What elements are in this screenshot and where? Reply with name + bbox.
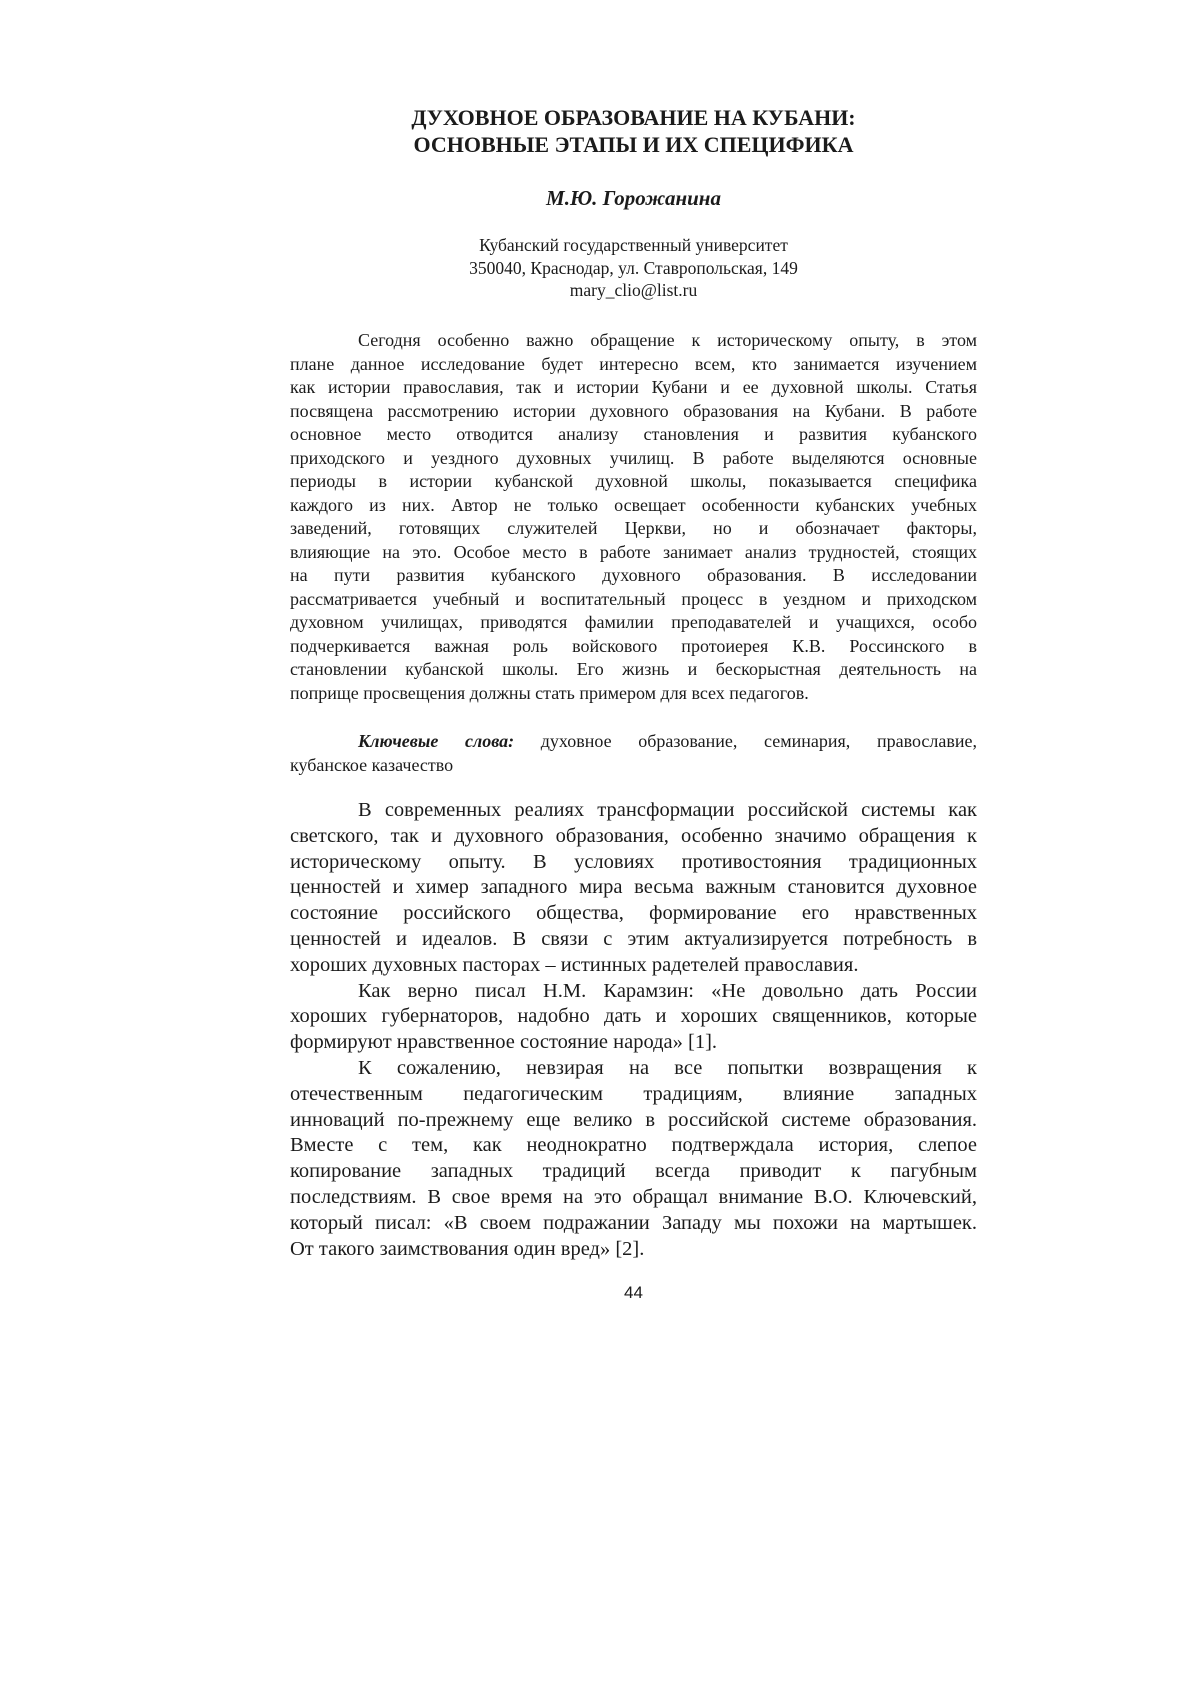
keywords: [290, 730, 977, 777]
body-text: [290, 798, 977, 1262]
body-line: который писал: «В своем подражании Западу мы похожи на мартышек.: [290, 1211, 977, 1234]
abstract-line: становлении кубанской школы. Его жизнь и бескорыстная деятельность на: [290, 659, 977, 679]
abstract-line: заведений, готовящих служителей Церкви, но и обозначает факторы,: [290, 518, 977, 538]
abstract-line: подчеркивается важная роль войскового протоиерея К.В. Россинского в: [290, 635, 977, 656]
keywords-label: Ключевые слова:: [358, 731, 515, 751]
body-line: От такого заимствования один вред» [2].: [290, 1237, 645, 1260]
abstract-line: влияющие на это. Особое место в работе занимает анализ трудностей, стоящих: [290, 541, 977, 562]
abstract-line: периоды в истории кубанской духовной школы, показывается специфика: [290, 471, 977, 491]
body-line: ценностей и химер западного мира весьма важным становится духовное: [290, 876, 977, 899]
body-line: Вместе с тем, как неоднократно подтверждала история, слепое: [290, 1134, 977, 1157]
abstract-line: духовном училищах, приводятся фамилии преподавателей и учащихся, особо: [290, 612, 977, 632]
body-line: К сожалению, невзирая на все попытки возвращения к: [358, 1056, 977, 1079]
abstract: [290, 329, 977, 705]
abstract-line: рассматривается учебный и воспитательный процесс в уездном и приходском: [290, 588, 977, 609]
abstract-line: каждого из них. Автор не только освещает особенности кубанских учебных: [290, 494, 977, 515]
body-line: хороших губернаторов, надобно дать и хороших священников, которые: [290, 1005, 977, 1028]
body-paragraph: [290, 1056, 977, 1262]
body-line: светского, так и духовного образования, особенно значимо обращения к: [290, 824, 977, 847]
abstract-line: Сегодня особенно важно обращение к историческому опыту, в этом: [358, 330, 977, 350]
body-line: В современных реалиях трансформации российской системы как: [358, 799, 977, 821]
keywords-line: кубанское казачество: [290, 754, 454, 775]
body-paragraph: [290, 798, 977, 979]
abstract-line: основное место отводится анализу становления и развития кубанского: [290, 424, 977, 444]
abstract-line: на пути развития кубанского духовного образования. В исследовании: [290, 565, 977, 585]
keywords-line: [290, 730, 977, 754]
body-line: хороших духовных пасторах – истинных радетелей православия.: [290, 953, 859, 976]
page-number: 44: [624, 1283, 643, 1302]
abstract-line: как истории православия, так и истории Кубани и ее духовной школы. Статья: [290, 377, 977, 397]
body-line: формируют нравственное состояние народа» [1].: [290, 1031, 718, 1054]
author-name: М.Ю. Горожанина: [546, 186, 721, 210]
affiliation-address: 350040, Краснодар, ул. Ставропольская, 149: [469, 257, 798, 278]
body-line: состояние российского общества, формирование его нравственных: [290, 902, 977, 925]
title-line: ОСНОВНЫЕ ЭТАПЫ И ИХ СПЕЦИФИКА: [413, 132, 854, 157]
abstract-line: приходского и уездного духовных училищ. В работе выделяются основные: [290, 447, 977, 468]
body-line: последствиям. В свое время на это обращал внимание В.О. Ключевский,: [290, 1185, 977, 1208]
body-line: отечественным педагогическим традициям, влияние западных: [290, 1082, 977, 1105]
body-line: историческому опыту. В условиях противостояния традиционных: [290, 850, 977, 873]
affiliation-email: mary_clio@list.ru: [569, 280, 698, 300]
affiliation-university: Кубанский государственный университет: [479, 235, 788, 255]
abstract-line: поприще просвещения должны стать примером для всех педагогов.: [290, 682, 809, 703]
body-paragraph: [290, 979, 977, 1056]
body-line: Как верно писал Н.М. Карамзин: «Не довольно дать России: [358, 979, 977, 1002]
body-line: ценностей и идеалов. В связи с этим актуализируется потребность в: [290, 927, 977, 950]
body-line: инноваций по-прежнему еще велико в российской системе образования.: [290, 1108, 977, 1131]
abstract-line: плане данное исследование будет интересно всем, кто занимается изучением: [290, 353, 977, 374]
keywords-text: духовное образование, семинария, православие,: [540, 731, 977, 751]
affiliation: [290, 234, 977, 302]
title-line: ДУХОВНОЕ ОБРАЗОВАНИЕ НА КУБАНИ:: [411, 105, 856, 130]
abstract-line: посвящена рассмотрению истории духовного образования на Кубани. В работе: [290, 400, 977, 421]
body-line: копирование западных традиций всегда приводит к пагубным: [290, 1160, 977, 1183]
article-title: [290, 104, 977, 158]
